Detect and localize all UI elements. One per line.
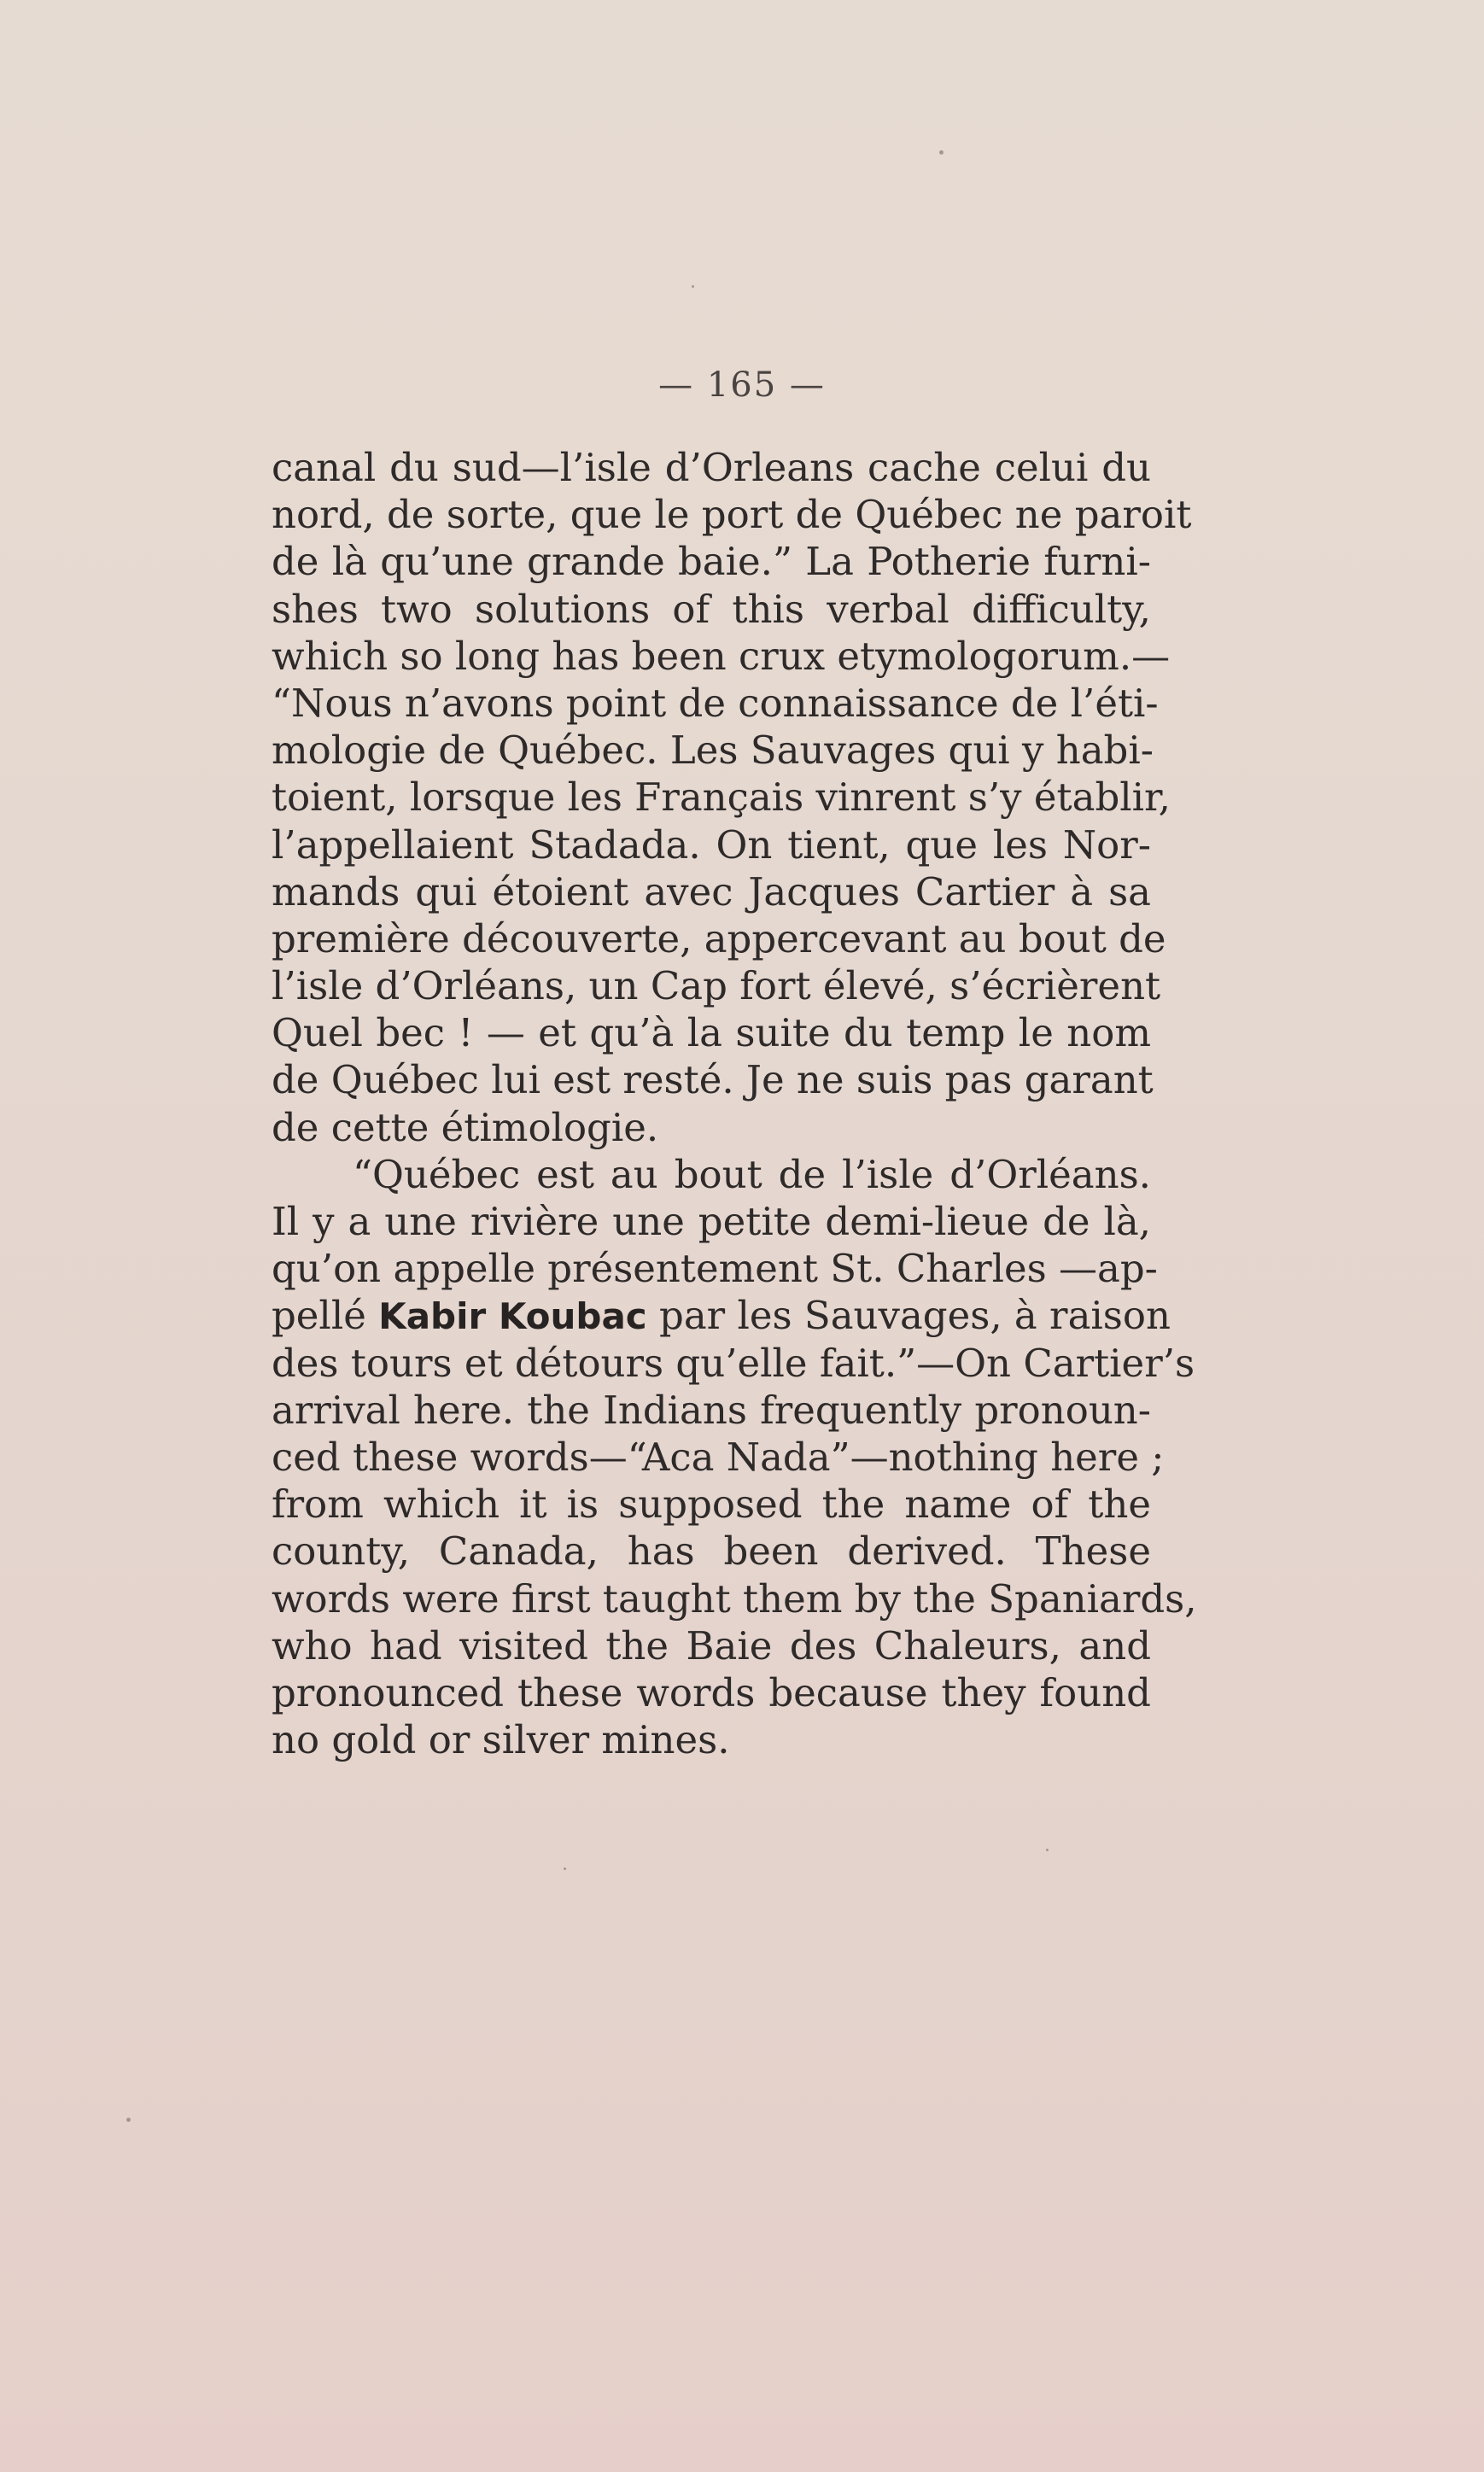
- text-line: arrival here. the Indians frequently pronoun-: [272, 1387, 1151, 1433]
- text-line: canal du sud—l’isle d’Orleans cache celui du: [272, 445, 1151, 490]
- text-line: no gold or silver mines.: [272, 1717, 730, 1763]
- text-line: l’isle d’Orléans, un Cap fort élevé, s’écrièrent: [272, 963, 1161, 1009]
- text-line: shes two solutions of this verbal difficulty,: [272, 586, 1151, 632]
- text-fragment: pellé: [272, 1293, 379, 1339]
- text-line: mands qui étoient avec Jacques Cartier à sa: [272, 868, 1151, 915]
- text-line: nord, de sorte, que le port de Québec ne paroit: [272, 492, 1192, 538]
- bold-term: Kabir Koubac: [378, 1295, 647, 1338]
- text-line: des tours et détours qu’elle fait.”—On Cartier’s: [272, 1340, 1195, 1386]
- text-fragment: par les Sauvages, à raison: [646, 1293, 1171, 1339]
- text-line: mologie de Québec. Les Sauvages qui y habi-: [272, 728, 1154, 774]
- text-line: ced these words—“Aca Nada”—nothing here ;: [272, 1434, 1165, 1480]
- paper-speck: [1046, 1849, 1049, 1851]
- text-line: toient, lorsque les Français vinrent s’y établir,: [272, 774, 1171, 821]
- text-line: county, Canada, has been derived. These: [272, 1528, 1151, 1575]
- text-line-with-bold: [272, 1292, 1171, 1339]
- text-line: de cette étimologie.: [272, 1104, 659, 1150]
- text-line: Quel bec ! — et qu’à la suite du temp le nom: [272, 1010, 1151, 1056]
- text-line: words were first taught them by the Spaniards,: [272, 1575, 1197, 1622]
- text-line: which so long has been crux etymologorum.—: [272, 633, 1171, 679]
- text-line: Il y a une rivière une petite demi-lieue de là,: [272, 1199, 1151, 1244]
- text-line: qu’on appelle présentement St. Charles —ap-: [272, 1246, 1158, 1292]
- text-line: première découverte, appercevant au bout de: [272, 915, 1166, 961]
- text-line: who had visited the Baie des Chaleurs, and: [272, 1622, 1151, 1668]
- paper-speck: [126, 2118, 131, 2122]
- page-number: — 165 —: [658, 365, 826, 405]
- paper-speck: [564, 1867, 566, 1870]
- text-line: from which it is supposed the name of the: [272, 1481, 1151, 1528]
- text-line: de Québec lui est resté. Je ne suis pas garant: [272, 1057, 1154, 1103]
- text-line: pronounced these words because they found: [272, 1669, 1151, 1715]
- paper-speck: [692, 285, 694, 288]
- text-line: l’appellaient Stadada. On tient, que les Nor-: [272, 821, 1151, 868]
- paragraph-first-line: “Québec est au bout de l’isle d’Orléans.: [353, 1151, 1151, 1197]
- text-line: de là qu’une grande baie.” La Potherie furni-: [272, 539, 1151, 585]
- paper-speck: [939, 150, 944, 155]
- text-line: “Nous n’avons point de connaissance de l’éti-: [272, 680, 1159, 726]
- body-text: [272, 444, 1197, 1763]
